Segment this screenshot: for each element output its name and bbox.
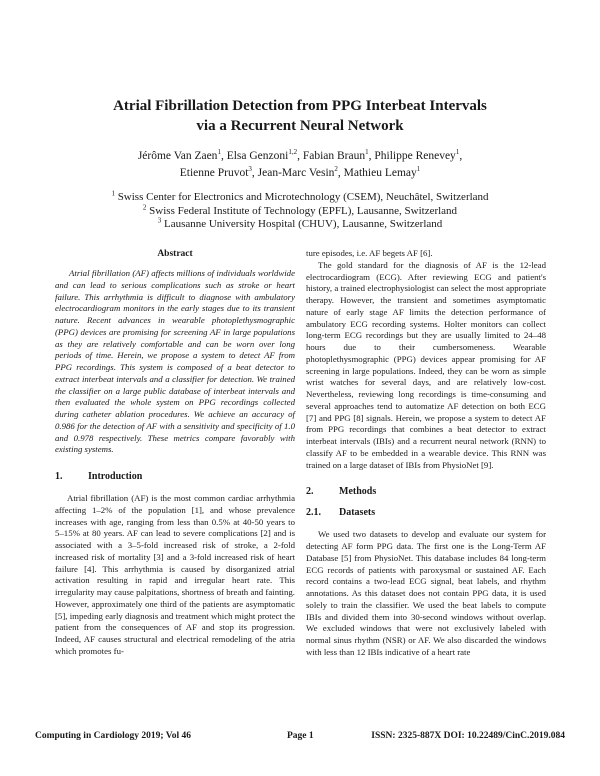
subsection-heading-datasets [306,506,546,519]
affiliation-mark: 3 [157,216,162,225]
author-list [0,148,600,182]
right-column [306,248,546,659]
author-separator: , [459,150,463,162]
affiliation-text: Swiss Federal Institute of Technology (EPFL), Lausanne, Switzerland [149,204,458,217]
author-separator: , [251,167,258,179]
author-affiliation-mark: 1 [455,148,460,157]
introduction-paragraph: Atrial fibrillation (AF) is the most common cardiac arrhythmia affecting 1–2% of the population [1], and whose prevalence increases with age, ranging from less than 0.5% at 40-50 years to 5–15% at 80 years. AF can lead to severe complications [2] and is associated with a 3–5-fold increased risk of stroke, a 2-fold increased risk of mortality [3] and a 3-fold increased risk of heart failure [4]. This arrhythmia is caused by disorganized atrial activation resulting in rapid and irregular heart rate. This irregularity may cause palpitations, shortness of breath and fainting. However, approximately one third of the patients are asymptomatic [5], impeding early diagnosis and treatment which might protect the patient from the consequences of AF and stop its progression. Indeed, AF causes structural and electrical remodeling of the atria which promotes fu- [55,493,295,656]
section-heading-methods [306,485,546,498]
title-line-1: Atrial Fibrillation Detection from PPG Interbeat Intervals [113,98,487,114]
abstract-heading: Abstract [157,249,193,259]
paper-title [0,96,600,136]
author-affiliation-mark: 2 [334,165,338,174]
author-name: Jean-Marc Vesin [257,167,335,179]
section-title: Introduction [88,471,143,482]
introduction-paragraph-continued: ture episodes, i.e. AF begets AF [6]. [306,248,433,258]
methods-paragraph: We used two datasets to develop and evaluate our system for detecting AF form PPG data. The first one is the Long-Term AF Database [5] from PhysioNet. This database includes 84 long-term ECG records of patients with paroxysmal or sustained AF. Each record contains a two-lead ECG signal, beat labels, and rhythm annotations. As this dataset does not contain PPG data, it is used solely to train the classifier. We used the beat labels to compute IBIs and divided them into 30-second windows without overlap. We excluded windows that were not exclusively labeled with normal sinus rhythm (NSR) or AF. We also discarded the windows with less than 12 IBIs indicative of a heart rate [306,529,546,657]
author-line-2 [0,165,600,182]
subsection-number: 2.1. [306,507,321,519]
author-name: Philippe Renevey [374,150,456,162]
author-affiliation-mark: 1 [416,165,421,174]
affiliation-text: Swiss Center for Electronics and Microtechnology (CSEM), Neuchâtel, Switzerland [117,191,489,203]
left-column [55,248,295,658]
abstract-text: Atrial fibrillation (AF) affects millions of individuals worldwide and can lead to serious complications such as stroke or heart failure. This arrhythmia is difficult to diagnose with ambulatory electrocardiogram monitors in the early stages due to its transient nature. Recent advances in wearable photoplethysmographic (PPG) devices are promising for screening AF in large populations as they are relatively comfortable and can be worn over long periods of time. Herein, we propose a system to detect AF from PPG recordings. This system is composed of a beat detector to extract interbeat intervals and a classifier for detection. We trained the classifier on a large public database of interbeat intervals and then evaluated the whole system on PPG recordings collected during catheter ablation procedures. We achieve an accuracy of 0.986 for the detection of AF with a sensitivity and specificity of 1.0 and 0.978 respectively. These metrics compare favorably with existing systems. [55,268,295,455]
footer-issn-doi: ISSN: 2325-887X DOI: 10.22489/CinC.2019.084 [371,731,565,741]
affiliation-line [0,218,600,232]
author-separator: , [297,150,303,162]
introduction-paragraph: The gold standard for the diagnosis of AF is the 12-lead electrocardiogram (ECG). After reviewing ECG and patient's history, a trained electrophysiologist can select the most appropriate therapy. However, the transient and sometimes asymptomatic nature of early stage AF limits the detection performance of ambulatory ECG recording systems. Holter monitors can collect long-term ECG recordings but they are usually limited to 24–48 hours due to their cumbersomeness. Wearable photoplethysmographic (PPG) devices appear promising for AF screening in large populations. Indeed, they can be worn as simple wrist watches for several days, and are relatively low-cost. Nevertheless, reviewing long recordings is time-consuming and several approaches tend to automatize AF detection on both ECG [7] and PPG [8] signals. Herein, we propose a system to detect AF from PPG recordings that combines a beat detector to extract interbeat intervals (IBIs) and a recurrent neural network (RNN) to classify AF to be embedded in a wearable device. This RNN was trained on a large dataset of IBIs from PhysioNet [9]. [306,259,546,470]
author-separator: , [220,150,227,162]
author-separator: , [368,150,375,162]
author-name: Mathieu Lemay [343,167,417,179]
affiliation-mark: 2 [142,202,147,211]
author-affiliation-mark: 1 [365,148,369,157]
affiliation-line [0,202,600,219]
author-affiliation-mark: 3 [248,165,252,174]
section-title: Methods [339,486,377,498]
affiliation-line [0,191,600,205]
affiliation-mark: 1 [111,189,115,198]
section-heading-introduction [55,470,295,483]
author-line-1 [0,148,600,165]
footer-journal: Computing in Cardiology 2019; Vol 46 [35,731,191,741]
section-number: 2. [306,486,314,498]
affiliation-list [0,191,600,232]
author-name: Jérôme Van Zaen [137,150,218,162]
title-line-2: via a Recurrent Neural Network [196,118,404,134]
footer-page-number: Page 1 [287,731,314,741]
author-name: Etienne Pruvot [179,167,249,179]
subsection-title: Datasets [339,507,376,519]
affiliation-text: Lausanne University Hospital (CHUV), Lausanne, Switzerland [163,218,443,230]
author-affiliation-mark: 1 [217,148,221,157]
author-name: Fabian Braun [302,150,366,162]
section-number: 1. [55,471,63,482]
author-affiliation-mark: 1,2 [288,148,298,157]
author-name: Elsa Genzoni [226,150,289,162]
author-separator: , [337,167,344,179]
